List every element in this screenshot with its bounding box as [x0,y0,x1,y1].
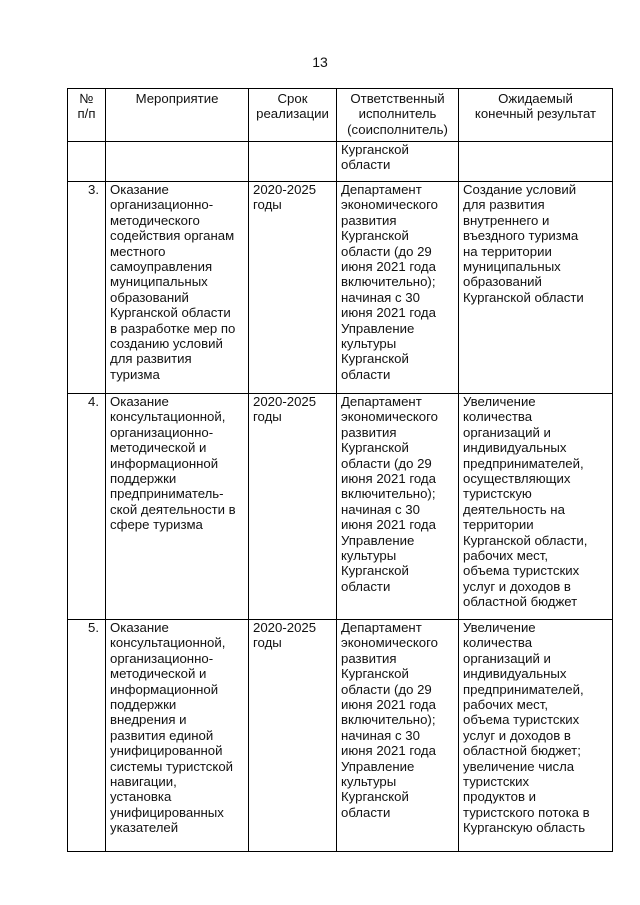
cell-responsible: Департамент экономического развития Курганской области (до 29 июня 2021 года включительно); начиная с 30 июня 2021 года Управление культуры Курганской области [337,182,459,394]
cell-measure: Оказание организационно- методического содействия органам местного самоуправления муниципальных образований Курганской области в разработке мер по созданию условий для развития туризма [106,182,249,394]
cell-term [249,142,337,182]
cell-num [68,142,106,182]
cell-measure [106,142,249,182]
measures-table [67,88,613,852]
header-responsible: Ответственный исполнитель (соисполнитель) [337,89,459,142]
table-row [68,620,613,852]
cell-result: Увеличение количества организаций и индивидуальных предпринимателей, рабочих мест, объема туристских услуг и доходов в областной бюджет; увеличение числа туристских продуктов и туристского потока в Курганскую область [459,620,613,852]
cell-num: 5. [68,620,106,852]
header-term: Срок реализации [249,89,337,142]
cell-term: 2020-2025 годы [249,182,337,394]
cell-result [459,142,613,182]
header-result: Ожидаемый конечный результат [459,89,613,142]
cell-term: 2020-2025 годы [249,394,337,620]
table-row [68,182,613,394]
cell-responsible: Департамент экономического развития Курганской области (до 29 июня 2021 года включительно); начиная с 30 июня 2021 года Управление культуры Курганской области [337,620,459,852]
cell-responsible: Департамент экономического развития Курганской области (до 29 июня 2021 года включительно); начиная с 30 июня 2021 года Управление культуры Курганской области [337,394,459,620]
cell-num: 3. [68,182,106,394]
cell-term: 2020-2025 годы [249,620,337,852]
cell-num: 4. [68,394,106,620]
header-num: № п/п [68,89,106,142]
header-measure: Мероприятие [106,89,249,142]
cell-result: Создание условий для развития внутреннего и въездного туризма на территории муниципальных образований Курганской области [459,182,613,394]
cell-measure: Оказание консультационной, организационно- методической и информационной поддержки внедрения и развития единой унифицированной системы туристской навигации, установка унифицированных указателей [106,620,249,852]
cell-responsible: Курганской области [337,142,459,182]
page-number: 13 [312,54,328,70]
cell-measure: Оказание консультационной, организационно- методической и информационной поддержки предприниматель- ской деятельности в сфере туризма [106,394,249,620]
table-row-continuation [68,142,613,182]
cell-result: Увеличение количества организаций и индивидуальных предпринимателей, осуществляющих туристскую деятельность на территории Курганской области, рабочих мест, объема туристских услуг и доходов в областной бюджет [459,394,613,620]
table-header-row [68,89,613,142]
table-row [68,394,613,620]
